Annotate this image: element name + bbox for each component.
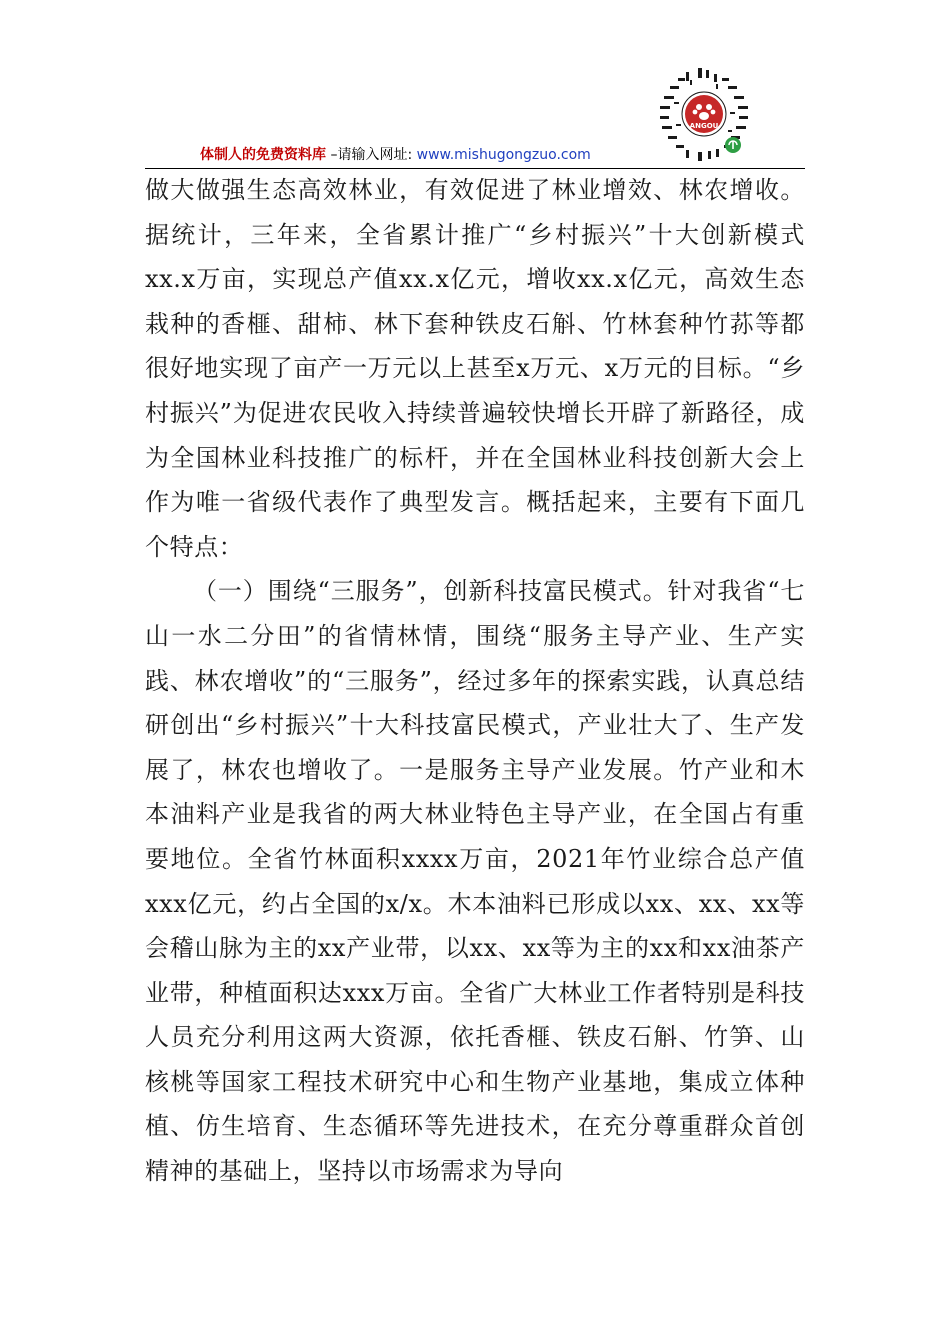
paragraph-2: （一）围绕“三服务”，创新科技富民模式。针对我省“七山一水二分田”的省情林情，围绕“服务主导产业、生产实践、林农增收”的“三服务”，经过多年的探索实践，认真总结研创出“乡村振兴”十大科技富民模式，产业壮大了、生产发展了，林农也增收了。一是服务主导产业发展。竹产业和木本油料产业是我省的两大林业特色主导产业，在全国占有重要地位。全省竹林面积xxxx万亩，2021年竹业综合总产值xxx亿元，约占全国的x/x。木本油料已形成以xx、xx、xx等会稽山脉为主的xx产业带，以xx、xx等为主的xx和xx油茶产业带，种植面积达xxx万亩。全省广大林业工作者特别是科技人员充分利用这两大资源，依托香榧、铁皮石斛、竹笋、山核桃等国家工程技术研究中心和生物产业基地，集成立体种植、仿生培育、生态循环等先进技术，在充分尊重群众首创精神的基础上，坚持以市场需求为导向 — [145, 577, 805, 1186]
header-banner — [200, 146, 591, 164]
site-url[interactable]: www.mishugongzuo.com — [416, 147, 591, 163]
document-body — [145, 168, 805, 1194]
paragraph-1: 做大做强生态高效林业，有效促进了林业增效、林农增收。据统计，三年来，全省累计推广“乡村振兴”十大创新模式xx.x万亩，实现总产值xx.x亿元，增收xx.x亿元，高效生态栽种的香榧、甜柿、林下套种铁皮石斛、竹林套种竹荪等都很好地实现了亩产一万元以上甚至x万元、x万元的目标。“乡村振兴”为促进农民收入持续普遍较快增长开辟了新路径，成为全国林业科技推广的标杆，并在全国林业科技创新大会上作为唯一省级代表作了典型发言。概括起来，主要有下面几个特点： — [145, 176, 805, 561]
site-name: 体制人的免费资料库 — [200, 147, 326, 163]
qr-code-icon — [656, 66, 752, 162]
qr-brand-label: ANGOU — [689, 122, 719, 130]
url-prompt: –请输入网址: — [326, 147, 417, 163]
